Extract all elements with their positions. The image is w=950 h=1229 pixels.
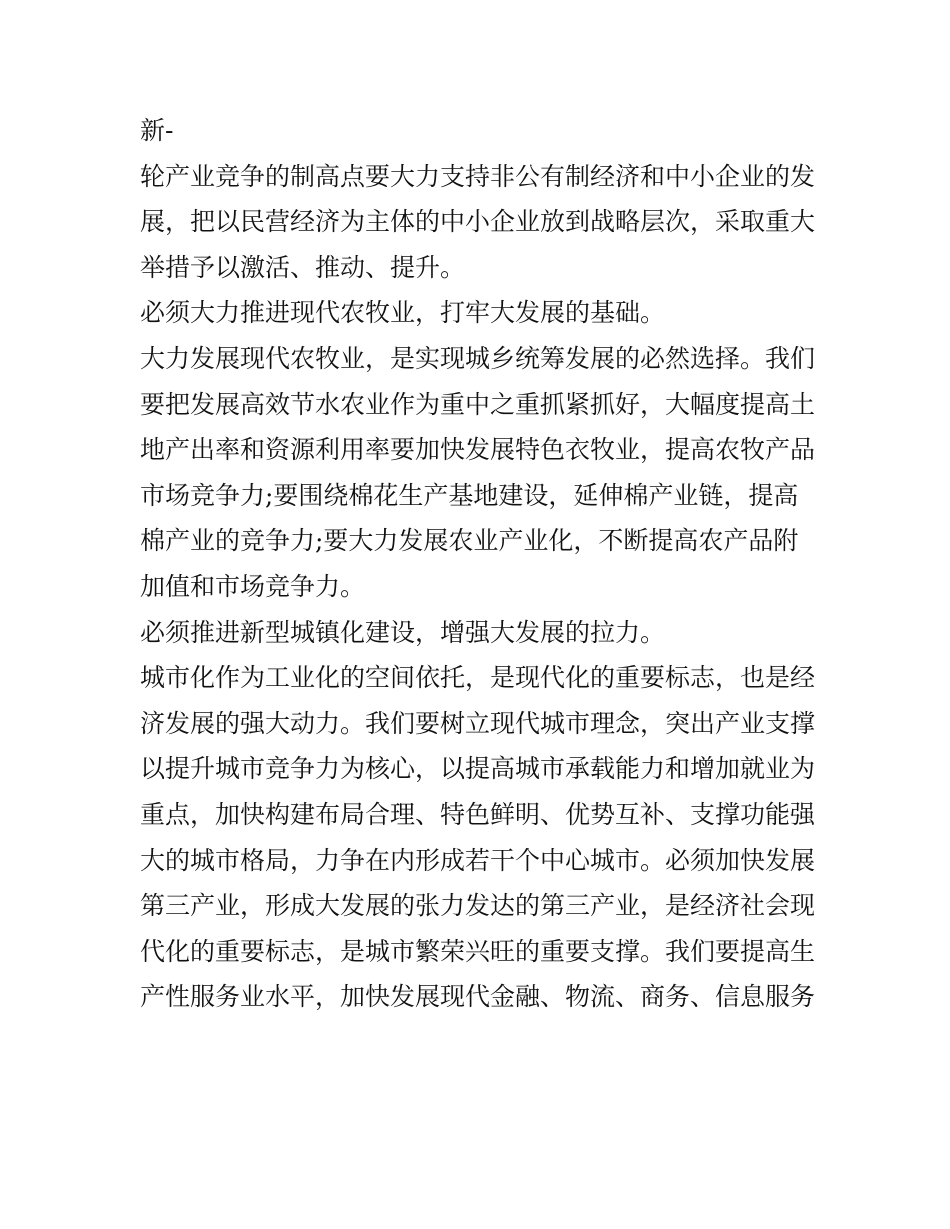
text-line: 城市化作为工业化的空间依托，是现代化的重要标志，也是经 bbox=[140, 663, 816, 693]
text-line: 展，把以民营经济为主体的中小企业放到战略层次，采取重大 bbox=[140, 207, 816, 237]
text-line: 大力发展现代农牧业，是实现城乡统筹发展的必然选择。我们 bbox=[140, 343, 816, 373]
section-heading: 必须推进新型城镇化建设，增强大发展的拉力。 bbox=[140, 617, 666, 647]
text-line: 要把发展高效节水农业作为重中之重抓紧抓好，大幅度提高土 bbox=[140, 389, 816, 419]
text-line: 以提升城市竞争力为核心，以提高城市承载能力和增加就业为 bbox=[140, 754, 816, 784]
text-line: 市场竞争力;要围绕棉花生产基地建设，延伸棉产业链，提高 bbox=[140, 480, 799, 510]
document-body bbox=[140, 108, 820, 1020]
text-line: 济发展的强大动力。我们要树立现代城市理念，突出产业支撑 bbox=[140, 708, 816, 738]
text-line: 第三产业，形成大发展的张力发达的第三产业，是经济社会现 bbox=[140, 891, 816, 921]
text-line: 轮产业竞争的制高点要大力支持非公有制经济和中小企业的发 bbox=[140, 161, 816, 191]
text-line: 代化的重要标志，是城市繁荣兴旺的重要支撑。我们要提高生 bbox=[140, 936, 816, 966]
text-line: 重点，加快构建布局合理、特色鲜明、优势互补、支撑功能强 bbox=[140, 799, 816, 829]
text-line: 大的城市格局，力争在内形成若干个中心城市。必须加快发展 bbox=[140, 845, 816, 875]
text-line: 新- bbox=[140, 116, 174, 145]
text-line: 加值和市场竞争力。 bbox=[140, 571, 366, 601]
text-line: 举措予以激活、推动、提升。 bbox=[140, 252, 466, 282]
text-line: 地产出率和资源利用率要加快发展特色衣牧业，提高农牧产品 bbox=[140, 435, 816, 465]
text-line: 产性服务业水平，加快发展现代金融、物流、商务、信息服务 bbox=[140, 982, 816, 1012]
section-heading: 必须大力推进现代农牧业，打牢大发展的基础。 bbox=[140, 298, 666, 328]
text-line: 棉产业的竞争力;要大力发展农业产业化，不断提高农产品附 bbox=[140, 526, 799, 556]
